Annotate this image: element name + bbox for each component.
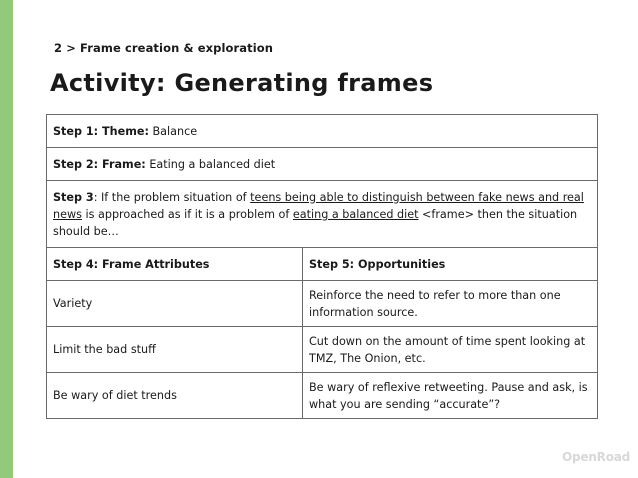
openroad-logo: OpenRoad [562, 450, 631, 464]
step1-value: Balance [148, 124, 198, 138]
step3-cell [47, 181, 598, 248]
attribute-cell: Limit the bad stuff [47, 327, 303, 373]
attribute-cell: Variety [47, 281, 303, 327]
step2-value: Eating a balanced diet [145, 157, 276, 171]
step3-text-3: <frame> then the situation should be… [53, 207, 578, 238]
table-row [47, 327, 598, 373]
header-frame-attributes [47, 248, 303, 281]
page-title: Activity: Generating frames [50, 69, 434, 97]
header-opportunities [303, 248, 598, 281]
step1-cell [47, 115, 598, 148]
table-row-step2 [47, 148, 598, 181]
step3-label: Step 3 [53, 190, 94, 204]
step2-cell [47, 148, 598, 181]
step1-label: Step 1: Theme: [53, 124, 149, 138]
step3-text-2: is approached as if it is a problem of [81, 207, 293, 221]
table-row-step1 [47, 115, 598, 148]
table-row [47, 281, 598, 327]
table-header-row [47, 248, 598, 281]
frames-table [46, 114, 598, 419]
header-opportunities-label: Step 5: Opportunities [309, 257, 446, 271]
opportunity-cell: Cut down on the amount of time spent looking at TMZ, The Onion, etc. [303, 327, 598, 373]
table-row-step3 [47, 181, 598, 248]
step3-underlined-problem: teens being able to distinguish between fake news and real news [53, 190, 584, 221]
breadcrumb: 2 > Frame creation & exploration [54, 41, 274, 55]
step3-text-1: : If the problem situation of [93, 190, 251, 204]
accent-bar [0, 0, 13, 478]
attribute-cell: Be wary of diet trends [47, 373, 303, 419]
step2-label: Step 2: Frame: [53, 157, 146, 171]
opportunity-cell: Be wary of reflexive retweeting. Pause and ask, is what you are sending “accurate”? [303, 373, 598, 419]
opportunity-cell: Reinforce the need to refer to more than one information source. [303, 281, 598, 327]
table-row [47, 373, 598, 419]
step3-underlined-frame: eating a balanced diet [292, 207, 419, 221]
header-frame-attributes-label: Step 4: Frame Attributes [53, 257, 210, 271]
